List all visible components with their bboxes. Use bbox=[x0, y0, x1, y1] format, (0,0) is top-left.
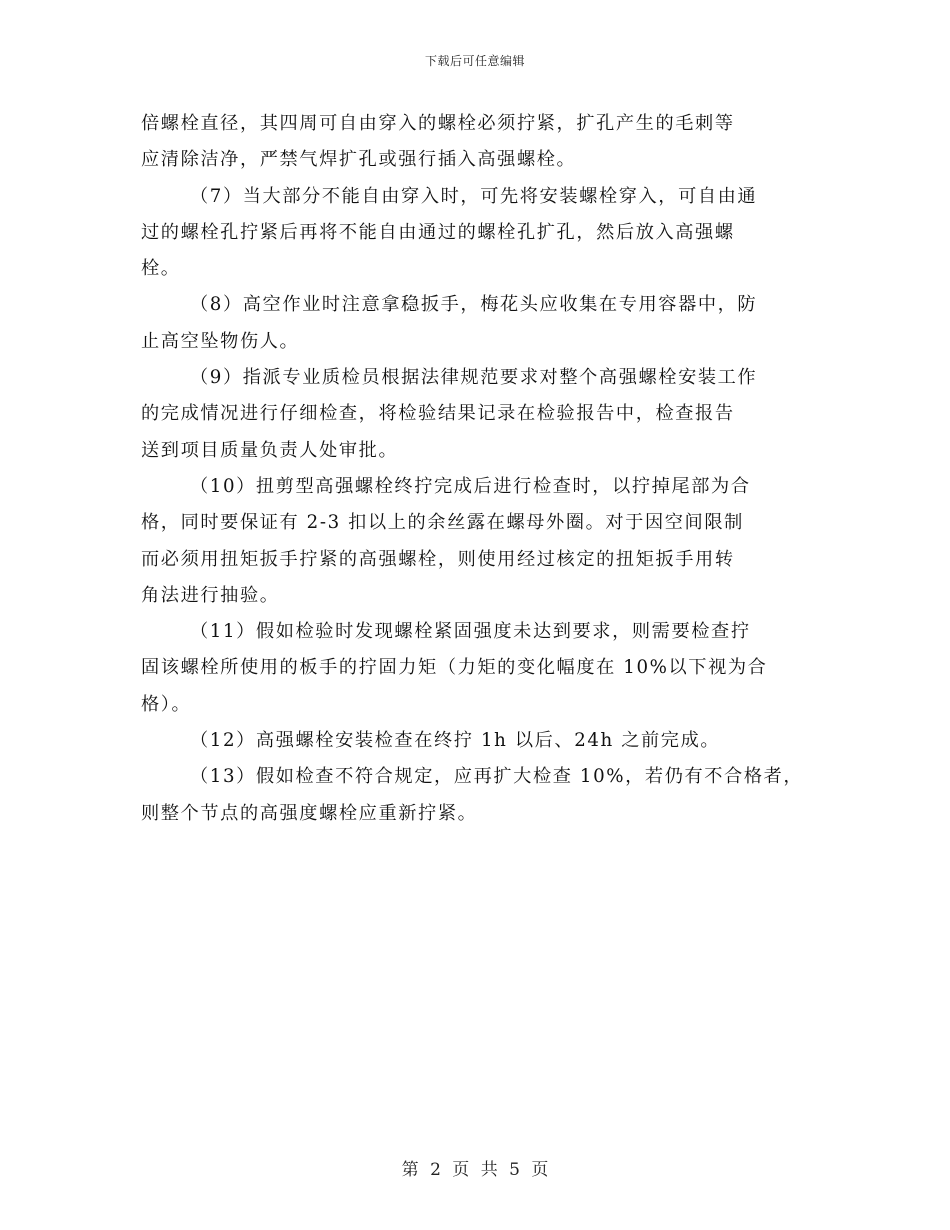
text-line: （8）高空作业时注意拿稳扳手，梅花头应收集在专用容器中，防 bbox=[190, 294, 758, 316]
text-line: 应清除洁净，严禁气焊扩孔或强行插入高强螺栓。 bbox=[141, 149, 577, 171]
page-header: 下载后可任意编辑 bbox=[424, 54, 525, 68]
text-line: （13）假如检查不符合规定，应再扩大检查 10%，若仍有不合格者， bbox=[190, 766, 804, 788]
text-line: 角法进行抽验。 bbox=[141, 584, 280, 606]
text-line: 则整个节点的高强度螺栓应重新拧紧。 bbox=[141, 802, 478, 824]
text-line: 倍螺栓直径，其四周可自由穿入的螺栓必须拧紧，扩孔产生的毛刺等 bbox=[141, 113, 735, 134]
text-line: 格，同时要保证有 2-3 扣以上的余丝露在螺母外圈。对于因空间限制 bbox=[141, 512, 744, 534]
text-line: 送到项目质量负责人处审批。 bbox=[141, 439, 399, 461]
text-line: （12）高强螺栓安装检查在终拧 1h 以后、24h 之前完成。 bbox=[190, 730, 721, 752]
text-line: （10）扭剪型高强螺栓终拧完成后进行检查时，以拧掉尾部为合 bbox=[190, 475, 751, 497]
text-line: 而必须用扭矩扳手拧紧的高强螺栓，则使用经过核定的扭矩扳手用转 bbox=[141, 548, 735, 570]
text-line: 固该螺栓所使用的板手的拧固力矩（力矩的变化幅度在 10%以下视为合 bbox=[141, 657, 768, 679]
text-line: 过的螺栓孔拧紧后再将不能自由通过的螺栓孔扩孔，然后放入高强螺 bbox=[141, 221, 735, 243]
text-line: （7）当大部分不能自由穿入时，可先将安装螺栓穿入，可自由通 bbox=[190, 185, 758, 207]
text-line: 格）。 bbox=[141, 693, 192, 715]
text-line: 栓。 bbox=[141, 258, 181, 280]
page-number: 第 2 页 共 5 页 bbox=[401, 1160, 549, 1180]
text-line: （11）假如检验时发现螺栓紧固强度未达到要求，则需要检查拧 bbox=[190, 621, 751, 643]
text-line: （9）指派专业质检员根据法律规范要求对整个高强螺栓安装工作 bbox=[190, 367, 758, 389]
text-line: 的完成情况进行仔细检查，将检验结果记录在检验报告中，检查报告 bbox=[141, 403, 735, 425]
text-line: 止高空坠物伤人。 bbox=[141, 330, 300, 352]
document-body bbox=[141, 106, 806, 832]
